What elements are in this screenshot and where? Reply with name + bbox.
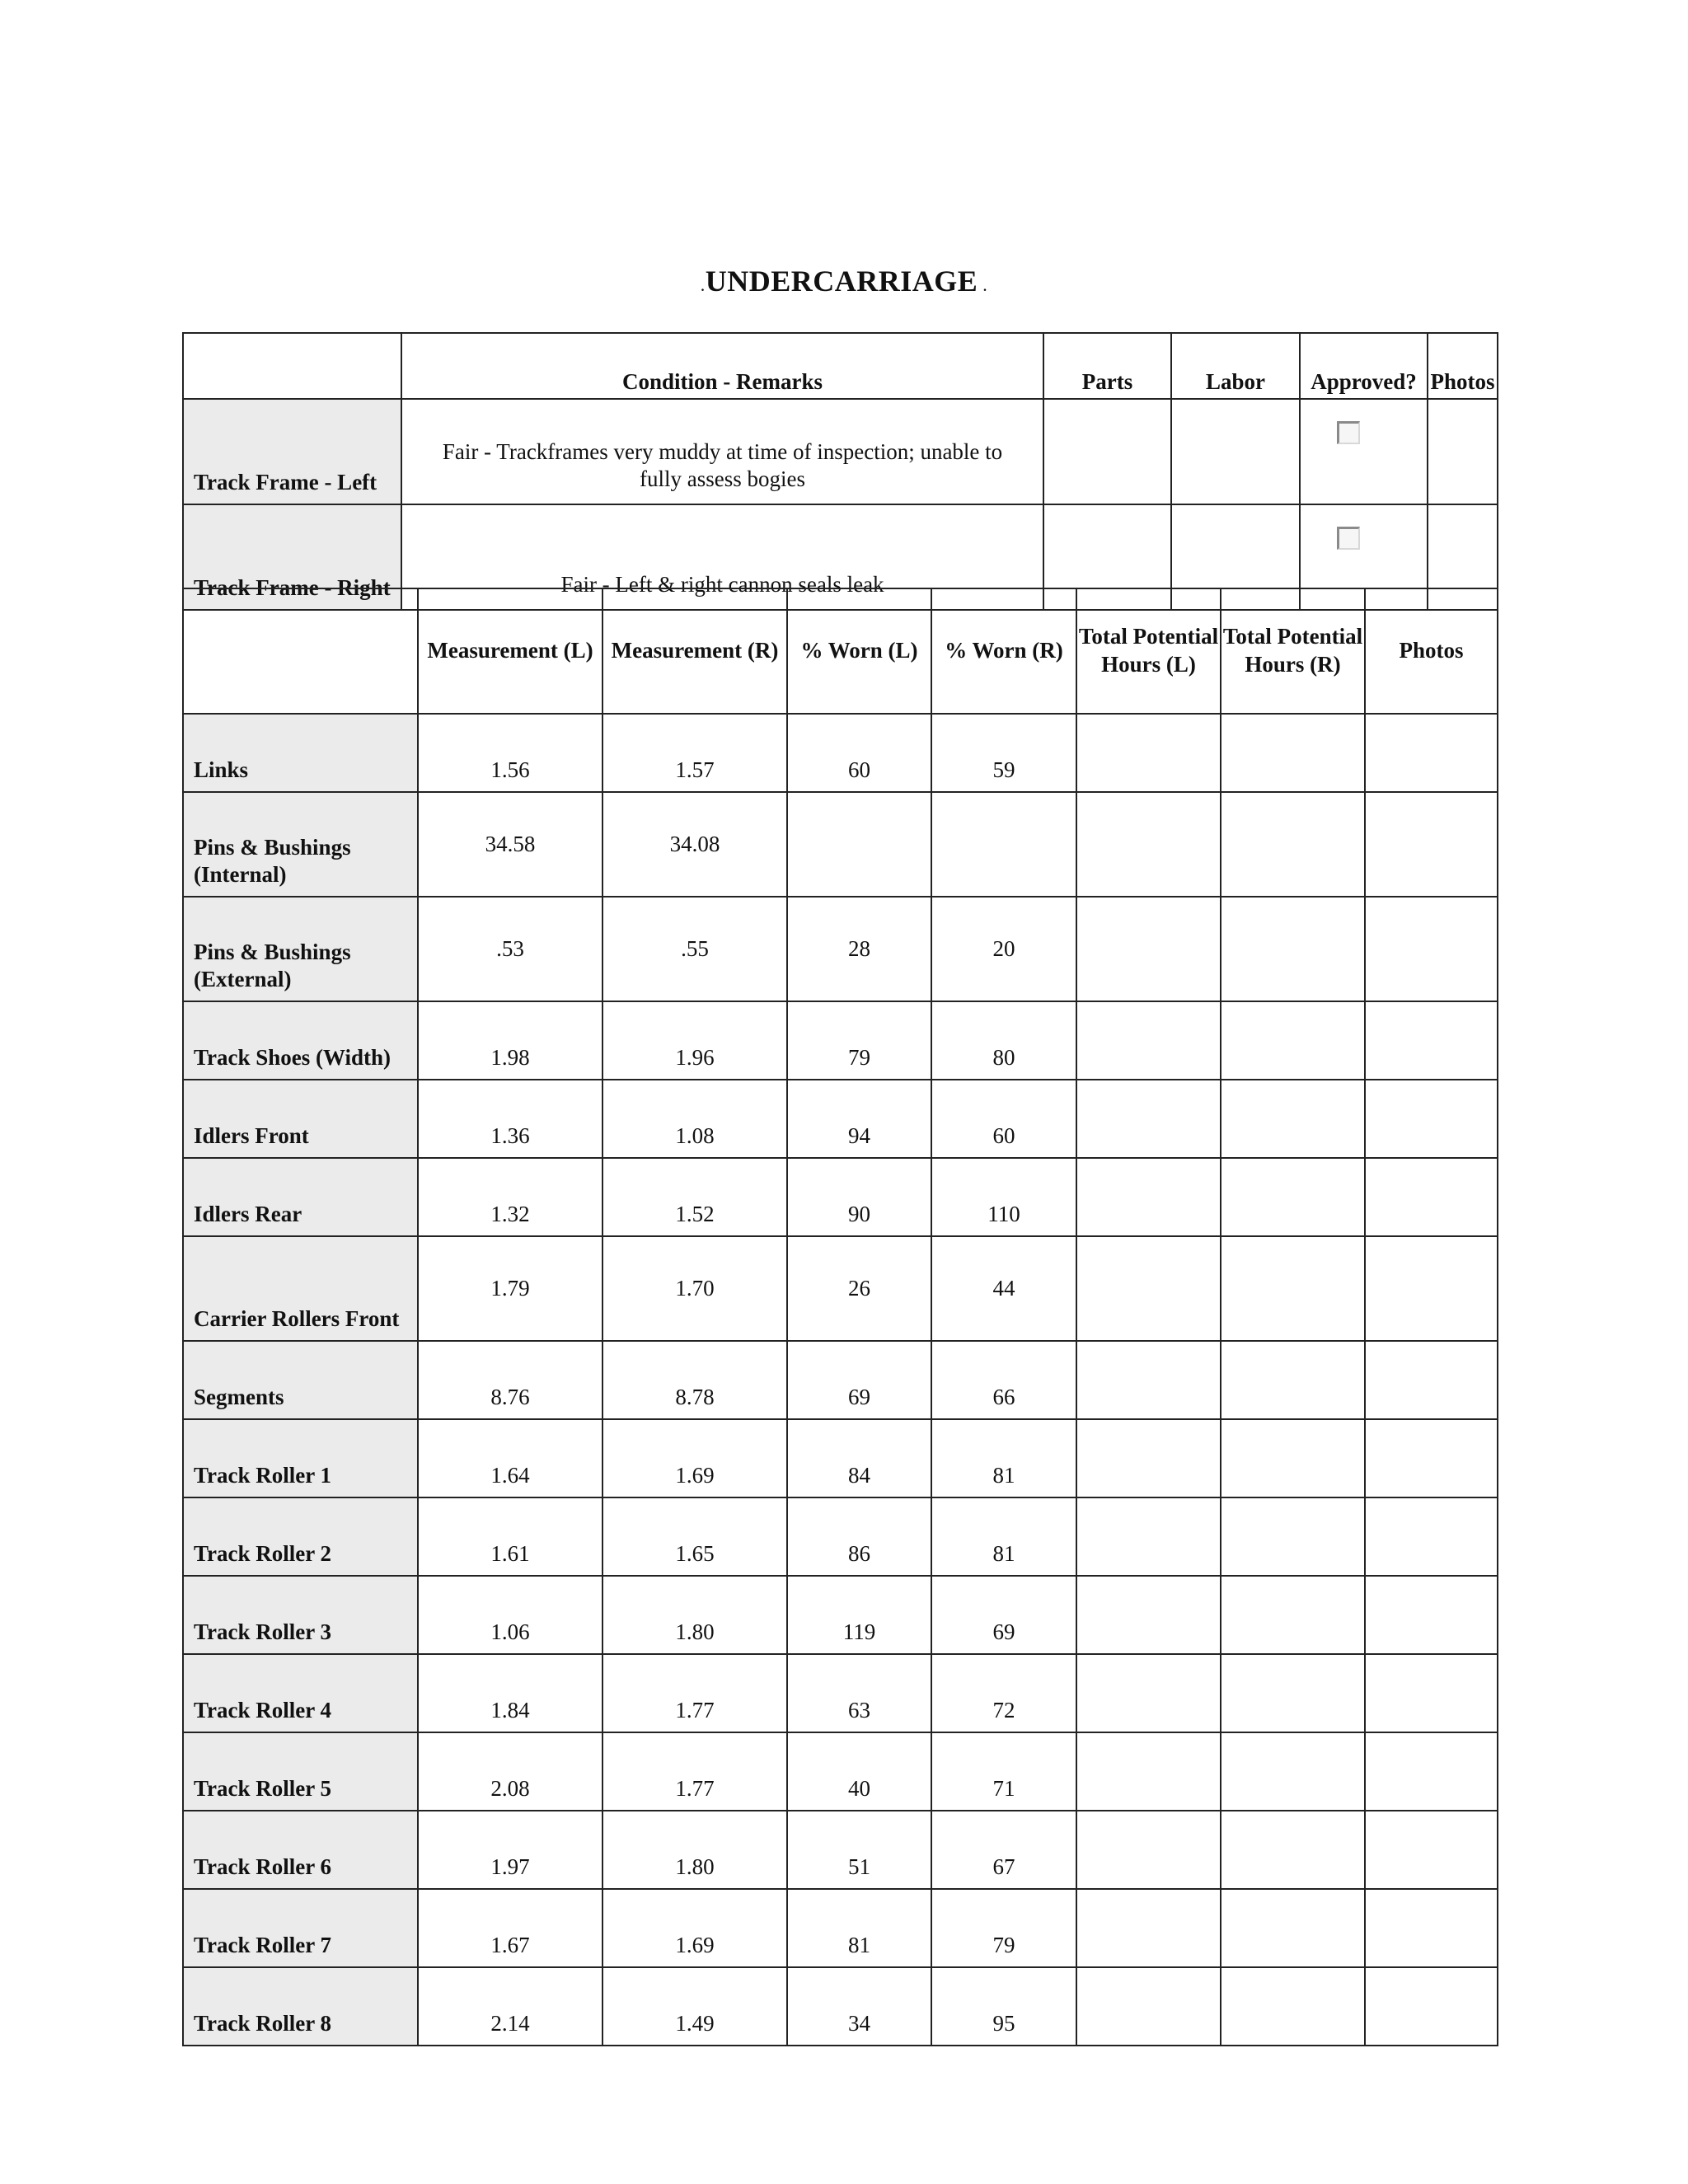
- hours-l-cell[interactable]: [1076, 1654, 1221, 1732]
- photos-cell[interactable]: [1365, 1158, 1498, 1236]
- hours-l-cell[interactable]: [1076, 792, 1221, 897]
- worn-r-cell: 66: [931, 1341, 1076, 1419]
- measurement-l-cell: 2.08: [418, 1732, 603, 1811]
- hours-r-cell[interactable]: [1221, 897, 1365, 1001]
- worn-r-cell: 60: [931, 1080, 1076, 1158]
- page-title: .UNDERCARRIAGE .: [700, 265, 988, 298]
- header-photos: Photos: [1428, 333, 1498, 399]
- photos-cell[interactable]: [1365, 1497, 1498, 1576]
- hours-l-cell[interactable]: [1076, 1811, 1221, 1889]
- table-row: [183, 1341, 1498, 1419]
- row-label: Pins & Bushings (Internal): [183, 792, 418, 897]
- measurement-r-cell: 1.80: [603, 1811, 787, 1889]
- worn-l-cell: 90: [787, 1158, 931, 1236]
- worn-l-cell: 69: [787, 1341, 931, 1419]
- measurement-r-cell: 8.78: [603, 1341, 787, 1419]
- header-hours-l: Total Potential Hours (L): [1076, 588, 1221, 714]
- header-blank: [183, 333, 401, 399]
- worn-r-cell: 20: [931, 897, 1076, 1001]
- hours-r-cell[interactable]: [1221, 1341, 1365, 1419]
- hours-l-cell[interactable]: [1076, 1080, 1221, 1158]
- measurement-table: [182, 588, 1498, 2046]
- worn-l-cell: 34: [787, 1967, 931, 2046]
- worn-r-cell: 81: [931, 1419, 1076, 1497]
- approved-checkbox[interactable]: [1337, 421, 1360, 444]
- row-label: Links: [183, 714, 418, 792]
- table-row: [183, 1576, 1498, 1654]
- measurement-l-cell: 8.76: [418, 1341, 603, 1419]
- table-row: [183, 714, 1498, 792]
- measurement-l-cell: 1.64: [418, 1419, 603, 1497]
- measurement-l-cell: 1.06: [418, 1576, 603, 1654]
- header-photos: Photos: [1365, 588, 1498, 714]
- hours-r-cell[interactable]: [1221, 1001, 1365, 1080]
- measurement-l-cell: 2.14: [418, 1967, 603, 2046]
- hours-r-cell[interactable]: [1221, 1889, 1365, 1967]
- worn-r-cell: 44: [931, 1236, 1076, 1341]
- measurement-r-cell: .55: [603, 897, 787, 1001]
- table-row: [183, 1080, 1498, 1158]
- measurement-r-cell: 1.69: [603, 1889, 787, 1967]
- worn-l-cell: 60: [787, 714, 931, 792]
- measurement-l-cell: 1.61: [418, 1497, 603, 1576]
- hours-r-cell[interactable]: [1221, 714, 1365, 792]
- worn-l-cell: 94: [787, 1080, 931, 1158]
- worn-r-cell: 69: [931, 1576, 1076, 1654]
- worn-l-cell: 119: [787, 1576, 931, 1654]
- table-row: [183, 1732, 1498, 1811]
- worn-l-cell: 84: [787, 1419, 931, 1497]
- hours-l-cell[interactable]: [1076, 1967, 1221, 2046]
- photos-cell[interactable]: [1365, 1576, 1498, 1654]
- worn-r-cell: 59: [931, 714, 1076, 792]
- row-label: Track Roller 4: [183, 1654, 418, 1732]
- table-row: [183, 1236, 1498, 1341]
- worn-l-cell: 51: [787, 1811, 931, 1889]
- header-parts: Parts: [1043, 333, 1171, 399]
- measurement-l-cell: 1.36: [418, 1080, 603, 1158]
- row-label: Track Roller 6: [183, 1811, 418, 1889]
- header-worn-l: % Worn (L): [787, 588, 931, 714]
- table-row: [183, 1811, 1498, 1889]
- hours-r-cell[interactable]: [1221, 792, 1365, 897]
- condition-table: [182, 332, 1498, 611]
- worn-r-cell: 80: [931, 1001, 1076, 1080]
- row-label: Idlers Rear: [183, 1158, 418, 1236]
- worn-r-cell: 72: [931, 1654, 1076, 1732]
- measurement-l-cell: 1.67: [418, 1889, 603, 1967]
- row-label: Pins & Bushings (External): [183, 897, 418, 1001]
- photos-cell[interactable]: [1365, 1341, 1498, 1419]
- hours-r-cell[interactable]: [1221, 1080, 1365, 1158]
- hours-l-cell[interactable]: [1076, 1341, 1221, 1419]
- condition-table-header: [183, 333, 1498, 399]
- hours-l-cell[interactable]: [1076, 1158, 1221, 1236]
- hours-r-cell[interactable]: [1221, 1158, 1365, 1236]
- table-row: [183, 897, 1498, 1001]
- measurement-l-cell: 1.84: [418, 1654, 603, 1732]
- table-row: [183, 1497, 1498, 1576]
- measurement-l-cell: 1.98: [418, 1001, 603, 1080]
- photos-cell[interactable]: [1365, 897, 1498, 1001]
- hours-r-cell[interactable]: [1221, 1419, 1365, 1497]
- labor-cell[interactable]: [1171, 399, 1300, 504]
- approved-checkbox[interactable]: [1337, 527, 1360, 550]
- row-label: Track Roller 5: [183, 1732, 418, 1811]
- measurement-r-cell: 1.80: [603, 1576, 787, 1654]
- measurement-r-cell: 1.52: [603, 1158, 787, 1236]
- row-label: Track Roller 2: [183, 1497, 418, 1576]
- header-hours-r: Total Potential Hours (R): [1221, 588, 1365, 714]
- header-worn-r: % Worn (R): [931, 588, 1076, 714]
- photos-cell[interactable]: [1365, 1889, 1498, 1967]
- hours-l-cell[interactable]: [1076, 1001, 1221, 1080]
- hours-r-cell[interactable]: [1221, 1576, 1365, 1654]
- hours-r-cell[interactable]: [1221, 1497, 1365, 1576]
- worn-l-cell: 79: [787, 1001, 931, 1080]
- row-label: Track Shoes (Width): [183, 1001, 418, 1080]
- worn-r-cell: 81: [931, 1497, 1076, 1576]
- worn-r-cell: [931, 792, 1076, 897]
- row-label: Track Roller 3: [183, 1576, 418, 1654]
- photos-cell[interactable]: [1365, 1654, 1498, 1732]
- measurement-r-cell: 1.65: [603, 1497, 787, 1576]
- measurement-r-cell: 1.77: [603, 1654, 787, 1732]
- table-row: [183, 1001, 1498, 1080]
- measurement-table-header: [183, 588, 1498, 714]
- measurement-r-cell: 1.70: [603, 1236, 787, 1341]
- photos-cell[interactable]: [1365, 792, 1498, 897]
- table-row: [183, 399, 1498, 504]
- row-label: Segments: [183, 1341, 418, 1419]
- measurement-l-cell: 1.32: [418, 1158, 603, 1236]
- page-title-text: UNDERCARRIAGE: [705, 265, 978, 298]
- header-labor: Labor: [1171, 333, 1300, 399]
- measurement-l-cell: 34.58: [418, 792, 603, 897]
- row-label: Track Frame - Left: [183, 399, 401, 504]
- hours-l-cell[interactable]: [1076, 1889, 1221, 1967]
- photos-cell[interactable]: [1428, 399, 1498, 504]
- worn-r-cell: 110: [931, 1158, 1076, 1236]
- remark-cell: Fair - Left & right cannon seals leak: [401, 504, 1043, 610]
- row-label: Track Roller 7: [183, 1889, 418, 1967]
- photos-cell[interactable]: [1365, 1236, 1498, 1341]
- remark-cell: Fair - Trackframes very muddy at time of inspection; unable to fully assess bogies: [401, 399, 1043, 504]
- worn-r-cell: 67: [931, 1811, 1076, 1889]
- photos-cell[interactable]: [1365, 1732, 1498, 1811]
- measurement-table-body: [183, 714, 1498, 2046]
- table-row: [183, 1967, 1498, 2046]
- table-row: [183, 1654, 1498, 1732]
- parts-cell[interactable]: [1043, 399, 1171, 504]
- measurement-l-cell: 1.56: [418, 714, 603, 792]
- worn-r-cell: 79: [931, 1889, 1076, 1967]
- row-label: Idlers Front: [183, 1080, 418, 1158]
- hours-r-cell[interactable]: [1221, 1967, 1365, 2046]
- measurement-r-cell: 1.69: [603, 1419, 787, 1497]
- row-label: Track Roller 8: [183, 1967, 418, 2046]
- measurement-r-cell: 34.08: [603, 792, 787, 897]
- hours-l-cell[interactable]: [1076, 897, 1221, 1001]
- measurement-l-cell: 1.79: [418, 1236, 603, 1341]
- hours-l-cell[interactable]: [1076, 1732, 1221, 1811]
- worn-l-cell: 28: [787, 897, 931, 1001]
- row-label: Carrier Rollers Front: [183, 1236, 418, 1341]
- measurement-r-cell: 1.77: [603, 1732, 787, 1811]
- row-label: Track Frame - Right: [183, 504, 401, 610]
- worn-l-cell: 26: [787, 1236, 931, 1341]
- worn-l-cell: 63: [787, 1654, 931, 1732]
- photos-cell[interactable]: [1365, 714, 1498, 792]
- header-measurement-l: Measurement (L): [418, 588, 603, 714]
- approved-cell: [1300, 399, 1428, 504]
- hours-l-cell[interactable]: [1076, 1576, 1221, 1654]
- photos-cell[interactable]: [1365, 1967, 1498, 2046]
- worn-l-cell: 81: [787, 1889, 931, 1967]
- hours-l-cell[interactable]: [1076, 1497, 1221, 1576]
- photos-cell[interactable]: [1365, 1811, 1498, 1889]
- photos-cell[interactable]: [1365, 1080, 1498, 1158]
- hours-l-cell[interactable]: [1076, 1236, 1221, 1341]
- hours-r-cell[interactable]: [1221, 1732, 1365, 1811]
- measurement-l-cell: 1.97: [418, 1811, 603, 1889]
- hours-r-cell[interactable]: [1221, 1811, 1365, 1889]
- measurement-r-cell: 1.96: [603, 1001, 787, 1080]
- header-measurement-r: Measurement (R): [603, 588, 787, 714]
- worn-r-cell: 71: [931, 1732, 1076, 1811]
- worn-r-cell: 95: [931, 1967, 1076, 2046]
- header-condition-remarks: Condition - Remarks: [401, 333, 1043, 399]
- table-row: [183, 1158, 1498, 1236]
- worn-l-cell: 86: [787, 1497, 931, 1576]
- photos-cell[interactable]: [1365, 1001, 1498, 1080]
- measurement-r-cell: 1.49: [603, 1967, 787, 2046]
- table-row: [183, 792, 1498, 897]
- row-label: Track Roller 1: [183, 1419, 418, 1497]
- worn-l-cell: [787, 792, 931, 897]
- header-blank: [183, 588, 418, 714]
- measurement-l-cell: .53: [418, 897, 603, 1001]
- measurement-r-cell: 1.08: [603, 1080, 787, 1158]
- measurement-r-cell: 1.57: [603, 714, 787, 792]
- table-row: [183, 1419, 1498, 1497]
- hours-l-cell[interactable]: [1076, 1419, 1221, 1497]
- hours-l-cell[interactable]: [1076, 714, 1221, 792]
- hours-r-cell[interactable]: [1221, 1236, 1365, 1341]
- photos-cell[interactable]: [1365, 1419, 1498, 1497]
- hours-r-cell[interactable]: [1221, 1654, 1365, 1732]
- worn-l-cell: 40: [787, 1732, 931, 1811]
- header-approved: Approved?: [1300, 333, 1428, 399]
- table-row: [183, 1889, 1498, 1967]
